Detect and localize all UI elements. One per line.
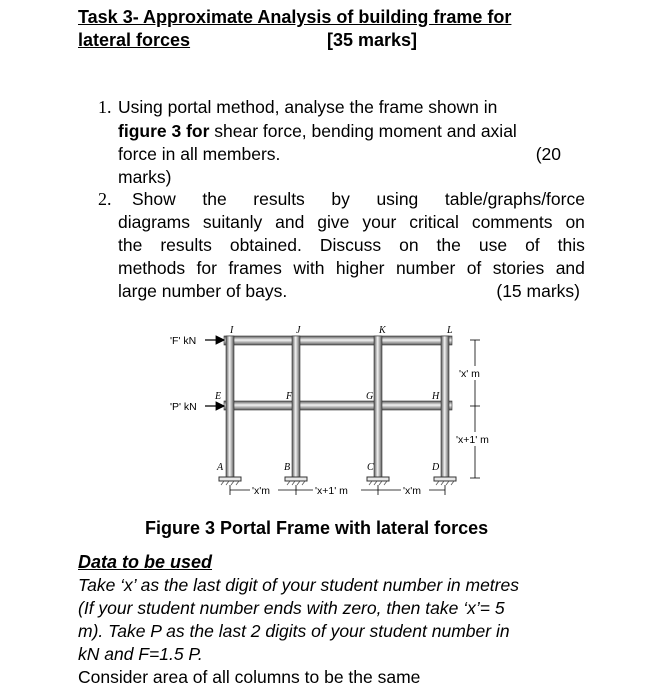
q2-word: results [253,189,305,209]
q2-word: critical [409,212,459,232]
q2-word: and [275,212,305,232]
column-d-h-l [441,336,449,478]
load-f-label: 'F' kN [170,335,197,347]
column-a-e-i [226,336,234,478]
node-k-label: K [379,325,386,336]
q2-word: comments [471,212,553,232]
task-title-line2: lateral forces [78,30,191,50]
bottom-story-height-label: 'x+1' m [456,434,489,446]
q2-word: by [331,189,350,209]
question-2-marks: (15 marks) [496,281,580,301]
top-story-height-label: 'x' m [459,368,480,380]
node-g-label: G [366,391,374,402]
load-p-label: 'P' kN [170,401,197,413]
question-1-marks-start: (20 [535,144,561,164]
question-1-line2-rest: shear force, bending moment and axial [209,121,517,141]
question-1-figure-ref: figure 3 for [118,121,210,141]
q2-word: obtained. [229,235,302,255]
question-1-line1: Using portal method, analyse the frame shown in [118,97,498,117]
support-c [367,477,389,481]
q2-word: frames [228,258,282,278]
task-title-line1: Task 3- Approximate Analysis of building frame for [78,7,512,27]
q2-word: give [317,212,350,232]
q2-word: suitanly [202,212,263,232]
q2-word: using [376,189,419,209]
q2-word: use [478,235,508,255]
q2-word: the [436,235,461,255]
data-line-2: (If your student number ends with zero, then take ‘x’= 5 [78,598,505,618]
q2-word: table/graphs/force [444,189,585,209]
question-2-last-line: large number of bays. [118,281,288,301]
q2-word: with [293,258,325,278]
bay-1-width-label: 'x'm [252,485,271,497]
question-1-number: 1. [98,97,112,117]
figure-caption: Figure 3 Portal Frame with lateral forces [145,518,489,538]
q2-word: of [466,258,482,278]
support-d [434,477,456,481]
q2-word: on [399,235,419,255]
q2-word: of [525,235,540,255]
q2-word: on [565,212,585,232]
node-e-label: E [215,391,222,402]
q2-word: the [118,235,143,255]
question-2-number: 2. [98,189,112,209]
bay-3-width-label: 'x'm [403,485,422,497]
column-c-g-k [374,336,382,478]
task-marks: [35 marks] [327,30,418,50]
node-f-label: F [286,391,293,402]
column-b-f-j [292,336,300,478]
q2-word: diagrams [118,212,190,232]
floor-beam [224,401,452,410]
data-line-3: m). Take P as the last 2 digits of your student number in [78,621,510,641]
node-c-label: C [367,462,374,473]
q2-word: Discuss [319,235,382,255]
node-i-label: I [230,325,234,336]
question-1-line3-text: force in all members. [118,144,281,164]
q2-word: number [395,258,456,278]
q2-word: the [202,189,227,209]
q2-word: higher [335,258,385,278]
node-j-label: J [296,325,301,336]
bay-2-width-label: 'x+1' m [315,485,348,497]
support-b [285,477,307,481]
data-line-4: kN and F=1.5 P. [78,644,203,664]
q2-word: Show [132,189,176,209]
data-final-line: Consider area of all columns to be the same [78,667,421,687]
node-h-label: H [432,391,440,402]
question-1-line4: marks) [118,167,172,187]
q2-word: for [196,258,217,278]
q2-word: methods [118,258,186,278]
node-a-label: A [217,462,224,473]
support-a [219,477,241,481]
fixed-supports [219,477,456,481]
q2-word: and [555,258,585,278]
q2-word: results [160,235,212,255]
data-line-1: Take ‘x’ as the last digit of your student number in metres [78,575,519,595]
q2-word: your [362,212,397,232]
node-l-label: L [447,325,453,336]
node-b-label: B [284,462,291,473]
data-heading: Data to be used [78,552,213,572]
node-d-label: D [432,462,440,473]
q2-word: stories [492,258,545,278]
q2-word: this [557,235,585,255]
roof-beam [224,336,452,345]
